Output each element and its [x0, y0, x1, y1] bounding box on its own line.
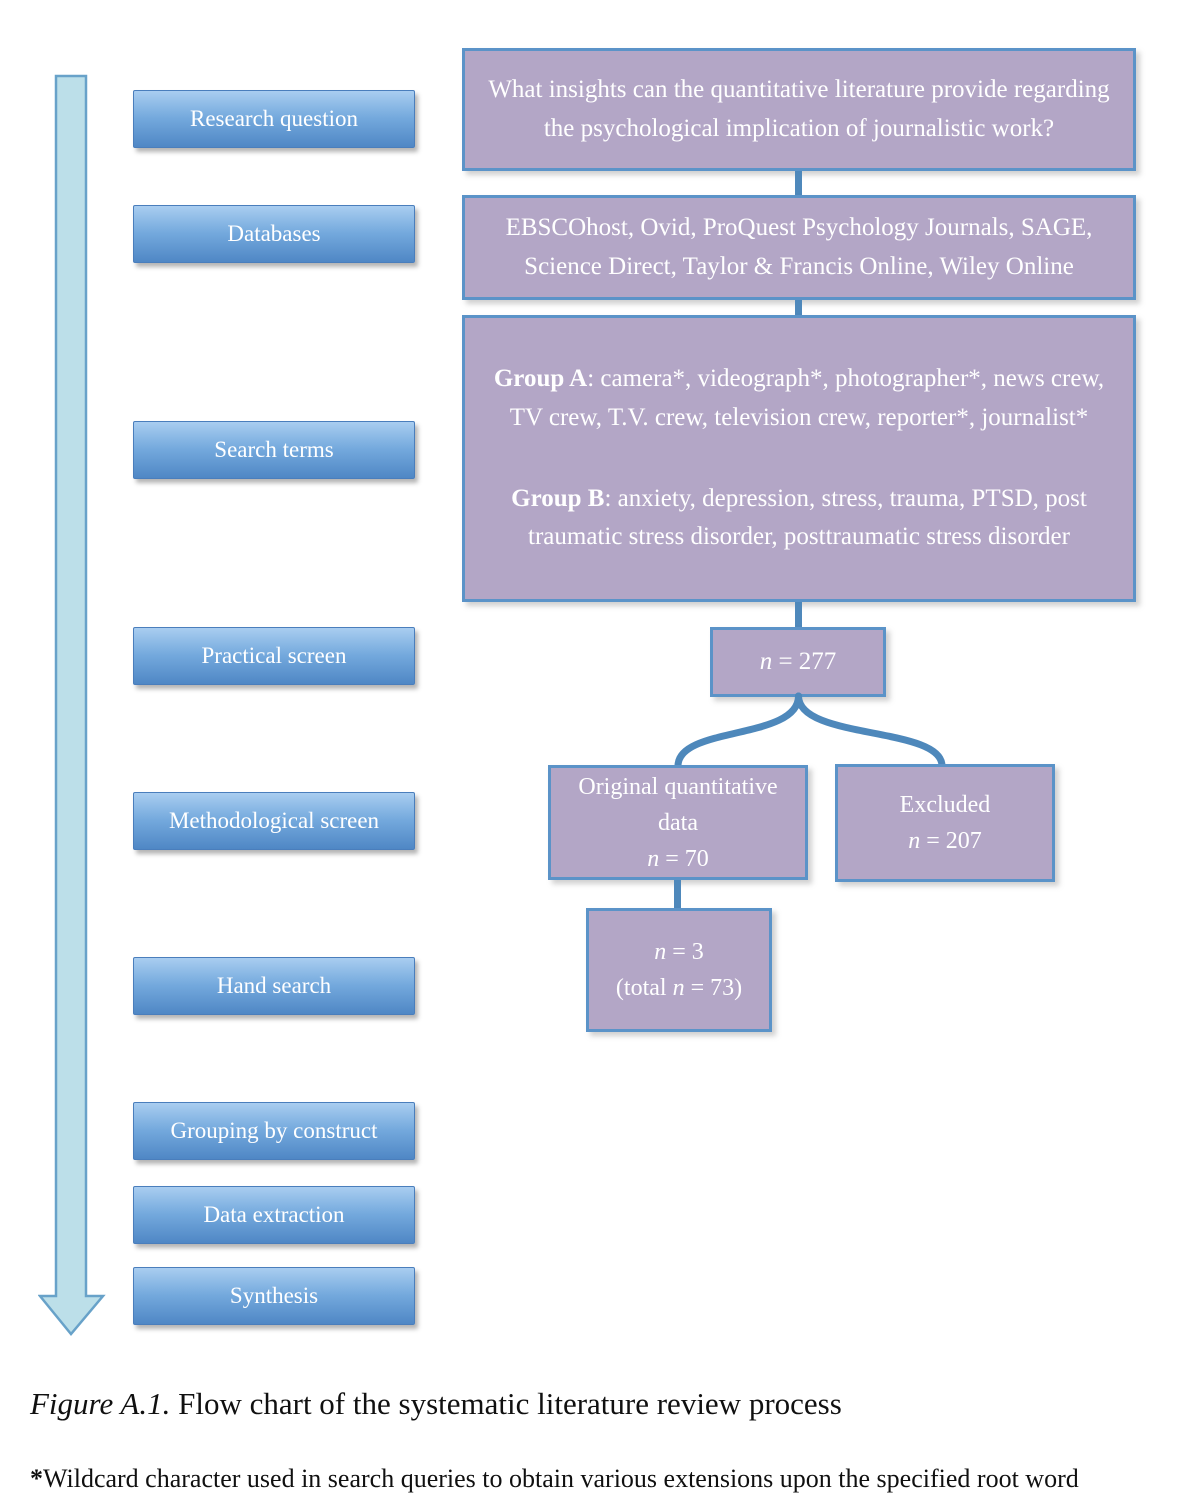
- result-box-total: [710, 627, 886, 697]
- included-line1: Original quantitative: [578, 773, 778, 800]
- n-symbol: n: [759, 647, 773, 675]
- n-symbol: n: [672, 975, 685, 1001]
- group-b-terms: : anxiety, depression, stress, trauma, PTSD, post traumatic stress disorder, posttraumatic stress disorder: [528, 484, 1087, 551]
- research-question-text: What insights can the quantitative literature provide regarding the psychological implication of journalistic work?: [488, 75, 1110, 142]
- excluded-line1: Excluded: [899, 792, 991, 818]
- connector-line: [795, 300, 802, 315]
- n-symbol: n: [908, 828, 921, 854]
- total-close: = 73): [684, 975, 743, 1001]
- step-label: Practical screen: [201, 643, 347, 668]
- footnote-asterisk: *: [30, 1464, 43, 1493]
- total-count-value: = 277: [772, 647, 837, 675]
- step-box-hand-search: [133, 957, 415, 1015]
- n-symbol: n: [647, 845, 660, 872]
- excluded-count-text: [908, 823, 982, 859]
- connector-line: [674, 880, 681, 908]
- footnote-text: Wildcard character used in search queries to obtain various extensions upon the specified root word: [43, 1464, 1079, 1493]
- connector-line: [795, 171, 802, 195]
- total-count-text: [760, 643, 837, 682]
- step-label: Data extraction: [203, 1202, 345, 1227]
- figure-footnote: [30, 1464, 1079, 1494]
- hand-search-count-text: [654, 934, 704, 970]
- result-box-included: [548, 765, 808, 880]
- search-terms-group-b: [479, 480, 1119, 558]
- step-box-methodological-screen: [133, 792, 415, 850]
- included-count-text: [647, 841, 709, 877]
- n-symbol: n: [654, 939, 667, 965]
- result-box-hand-search: [586, 908, 772, 1032]
- hand-search-count-value: = 3: [666, 939, 704, 965]
- step-box-research-question: [133, 90, 415, 148]
- caption-text: Flow chart of the systematic literature review process: [178, 1386, 842, 1421]
- group-a-label: Group A: [493, 365, 588, 392]
- step-box-data-extraction: [133, 1186, 415, 1244]
- step-label: Methodological screen: [168, 808, 380, 833]
- step-box-databases: [133, 205, 415, 263]
- step-label: Search terms: [214, 437, 334, 462]
- group-b-label: Group B: [511, 484, 605, 512]
- excluded-count-value: = 207: [920, 828, 982, 854]
- connector-line: [795, 602, 802, 627]
- detail-box-databases: [462, 195, 1136, 300]
- detail-box-research-question: [462, 48, 1136, 171]
- databases-list-text: EBSCOhost, Ovid, ProQuest Psychology Journals, SAGE, Science Direct, Taylor & Francis Online, Wiley Online: [505, 213, 1093, 280]
- caption-label: Figure A.1.: [30, 1386, 171, 1421]
- down-arrow-icon: [38, 74, 106, 1338]
- step-label: Synthesis: [229, 1283, 319, 1308]
- step-box-grouping-by-construct: [133, 1102, 415, 1160]
- step-box-practical-screen: [133, 627, 415, 685]
- branch-connector: [540, 692, 960, 774]
- included-line2: data: [658, 809, 698, 836]
- step-label: Research question: [190, 106, 358, 131]
- total-open: (total: [615, 975, 673, 1001]
- group-a-terms: : camera*, videograph*, photographer*, news crew, TV crew, T.V. crew, television crew, reporter*, journalist*: [509, 365, 1105, 431]
- detail-box-search-terms: [462, 315, 1136, 602]
- step-box-search-terms: [133, 421, 415, 479]
- step-label: Databases: [227, 221, 321, 246]
- search-terms-group-a: [479, 360, 1119, 438]
- hand-search-total-text: [616, 970, 742, 1006]
- figure-caption: [30, 1386, 842, 1422]
- step-label: Hand search: [216, 973, 332, 998]
- step-box-synthesis: [133, 1267, 415, 1325]
- step-label: Grouping by construct: [170, 1118, 378, 1143]
- result-box-excluded: [835, 764, 1055, 882]
- included-count-value: = 70: [659, 845, 709, 872]
